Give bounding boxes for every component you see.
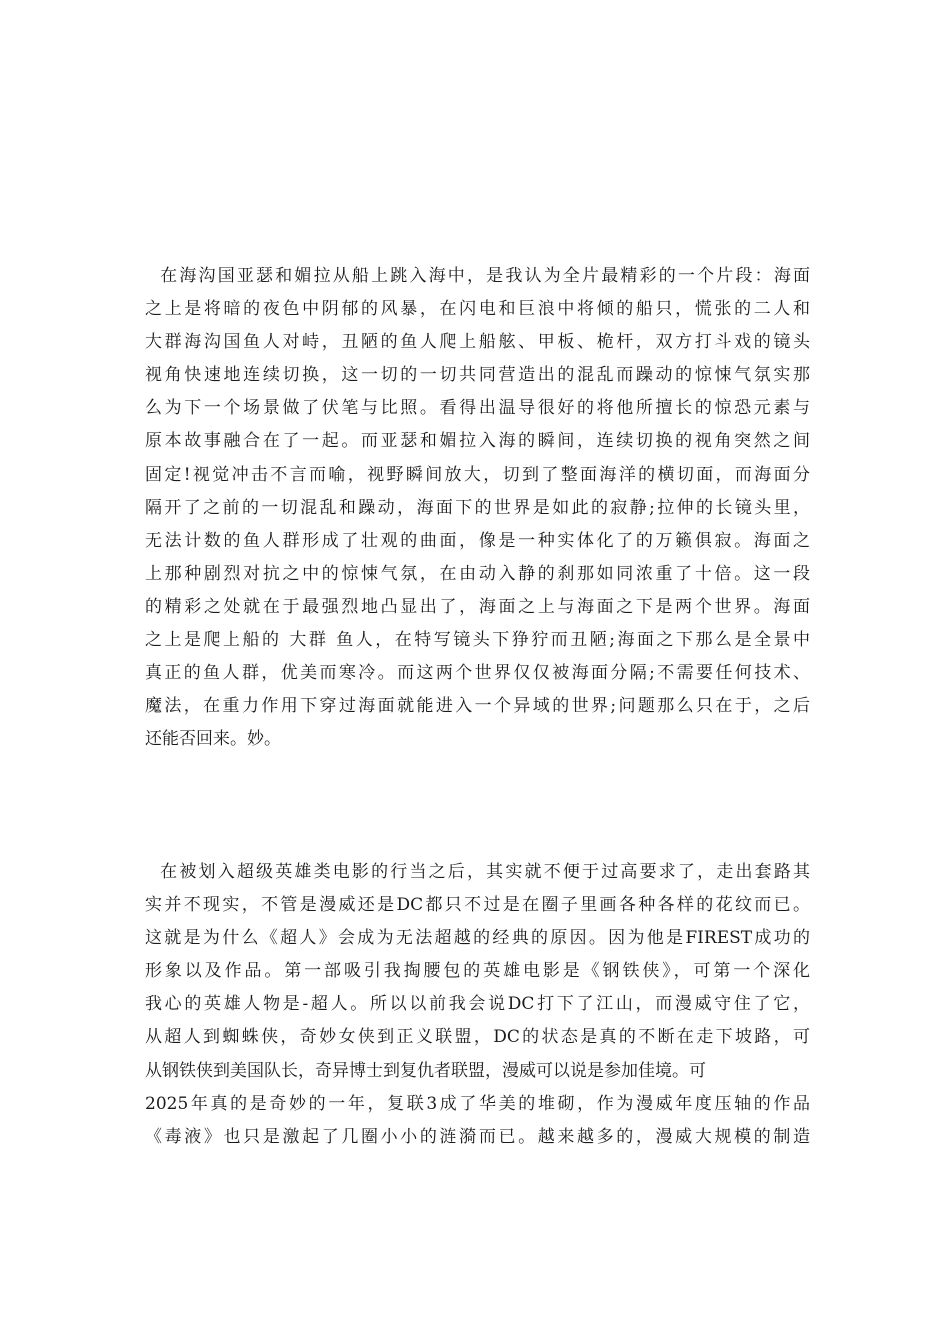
text-line: 我心的英雄人物是-超人。所以以前我会说DC打下了江山，而漫威守住了它， xyxy=(145,994,810,1015)
text-line: 在被划入超级英雄类电影的行当之后，其实就不便于过高要求了，走出套路其 xyxy=(145,862,810,882)
text-line: 还能否回来。妙。 xyxy=(145,729,281,750)
text-line: 之上是爬上船的 大群 鱼人，在特写镜头下狰狞而丑陋;海面之下那么是全景中 xyxy=(145,630,810,651)
text-line: 大群海沟国鱼人对峙，丑陋的鱼人爬上船舷、甲板、桅杆，双方打斗戏的镜头 xyxy=(145,332,810,353)
text-line: 固定!视觉冲击不言而喻，视野瞬间放大，切到了整面海洋的横切面，而海面分 xyxy=(145,464,810,485)
text-line: 在海沟国亚瑟和媚拉从船上跳入海中，是我认为全片最精彩的一个片段：海面 xyxy=(145,266,810,286)
text-line: 形象以及作品。第一部吸引我掏腰包的英雄电影是《钢铁侠》，可第一个深化 xyxy=(145,961,810,982)
text-line: 这就是为什么《超人》会成为无法超越的经典的原因。因为他是FIREST成功的 xyxy=(145,928,810,949)
text-line: 从钢铁侠到美国队长，奇异博士到复仇者联盟，漫威可以说是参加佳境。可 xyxy=(145,1060,706,1081)
text-line: 隔开了之前的一切混乱和躁动，海面下的世界是如此的寂静;拉伸的长镜头里， xyxy=(145,497,810,518)
text-line: 从超人到蜘蛛侠，奇妙女侠到正义联盟，DC的状态是真的不断在走下坡路，可 xyxy=(145,1027,810,1048)
paragraph-superhero-genre xyxy=(145,856,810,1154)
text-line: 的精彩之处就在于最强烈地凸显出了，海面之上与海面之下是两个世界。海面 xyxy=(145,596,810,617)
text-line: 之上是将暗的夜色中阴郁的风暴，在闪电和巨浪中将倾的船只，慌张的二人和 xyxy=(145,299,810,320)
text-line: 2025年真的是奇妙的一年，复联3成了华美的堆砌，作为漫威年度压轴的作品 xyxy=(145,1093,810,1114)
text-line: 真正的鱼人群，优美而寒冷。而这两个世界仅仅被海面分隔;不需要任何技术、 xyxy=(145,663,810,684)
text-line: 原本故事融合在了一起。而亚瑟和媚拉入海的瞬间，连续切换的视角突然之间 xyxy=(145,431,810,452)
text-line: 么为下一个场景做了伏笔与比照。看得出温导很好的将他所擅长的惊恐元素与 xyxy=(145,398,810,419)
paragraph-aquaman-sea-scene xyxy=(145,260,810,756)
text-line: 视角快速地连续切换，这一切的一切共同营造出的混乱而躁动的惊悚气氛实那 xyxy=(145,365,810,386)
text-line: 实并不现实，不管是漫威还是DC都只不过是在圈子里画各种各样的花纹而已。 xyxy=(145,895,810,916)
text-line: 无法计数的鱼人群形成了壮观的曲面，像是一种实体化了的万籁俱寂。海面之 xyxy=(145,530,810,551)
text-line: 魔法，在重力作用下穿过海面就能进入一个异域的世界;问题那么只在于，之后 xyxy=(145,696,810,717)
text-line: 《毒液》也只是激起了几圈小小的涟漪而已。越来越多的，漫威大规模的制造 xyxy=(145,1126,810,1147)
text-line: 上那种剧烈对抗之中的惊悚气氛，在由动入静的刹那如同浓重了十倍。这一段 xyxy=(145,563,810,584)
